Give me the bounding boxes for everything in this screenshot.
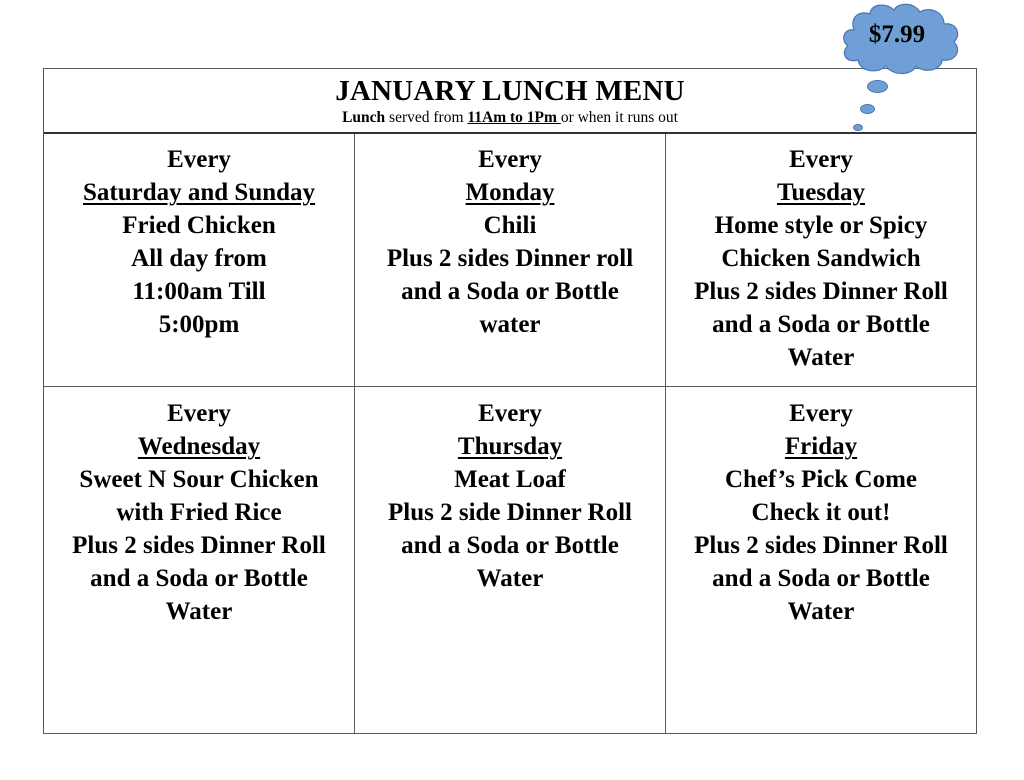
subtitle-time: 11Am to 1Pm [467,109,561,126]
subtitle-text: served from [385,109,468,126]
menu-line: and a Soda or Bottle [401,278,619,305]
menu-cell-thursday [355,387,666,733]
menu-subtitle [44,109,976,127]
menu-title: JANUARY LUNCH MENU [335,75,685,107]
menu-line: Plus 2 sides Dinner Roll [694,278,948,305]
menu-line: Chili [483,212,537,239]
menu-line: and a Soda or Bottle [712,311,930,338]
menu-cell-wednesday [44,387,355,733]
menu-line: Fried Chicken [122,212,276,239]
menu-line: 11:00am Till [132,278,266,305]
menu-line: Plus 2 sides Dinner roll [386,245,634,272]
subtitle-text-end: or when it runs out [560,109,678,126]
menu-line: Water [165,598,233,625]
thought-bubble-medium-icon [860,104,875,114]
menu-line: All day from [131,245,267,272]
menu-line: Chef’s Pick Come [724,466,918,493]
menu-line: with Fried Rice [116,499,282,526]
menu-line: Plus 2 sides Dinner Roll [72,532,326,559]
menu-cell-friday [666,387,976,733]
lunch-menu-table [43,68,977,734]
day-label: Thursday [457,433,563,460]
menu-line: Water [476,565,544,592]
menu-line: Water [787,598,855,625]
thought-bubble-large-icon [867,80,888,93]
every-label: Every [478,146,542,173]
thought-bubble-small-icon [853,124,863,131]
menu-line: and a Soda or Bottle [401,532,619,559]
menu-line: Plus 2 sides Dinner Roll [694,532,948,559]
menu-line: Plus 2 side Dinner Roll [387,499,633,526]
menu-grid [44,134,976,733]
every-label: Every [789,400,853,427]
menu-cell-weekend [44,134,355,387]
menu-line: and a Soda or Bottle [90,565,308,592]
day-label: Friday [784,433,858,460]
every-label: Every [478,400,542,427]
menu-header [44,69,976,134]
menu-line: Chicken Sandwich [721,245,921,272]
day-label: Wednesday [137,433,261,460]
menu-line: Check it out! [751,499,891,526]
menu-cell-monday [355,134,666,387]
menu-line: water [479,311,541,338]
menu-line: 5:00pm [158,311,240,338]
subtitle-bold-word: Lunch [342,109,386,126]
every-label: Every [789,146,853,173]
day-label: Monday [465,179,555,206]
menu-line: Home style or Spicy [714,212,928,239]
menu-line: Meat Loaf [454,466,566,493]
every-label: Every [167,146,231,173]
every-label: Every [167,400,231,427]
menu-line: Water [787,344,855,371]
menu-cell-tuesday [666,134,976,387]
price-label: $7.99 [868,21,926,48]
day-label: Saturday and Sunday [82,179,316,206]
day-label: Tuesday [776,179,865,206]
menu-line: Sweet N Sour Chicken [79,466,319,493]
menu-line: and a Soda or Bottle [712,565,930,592]
